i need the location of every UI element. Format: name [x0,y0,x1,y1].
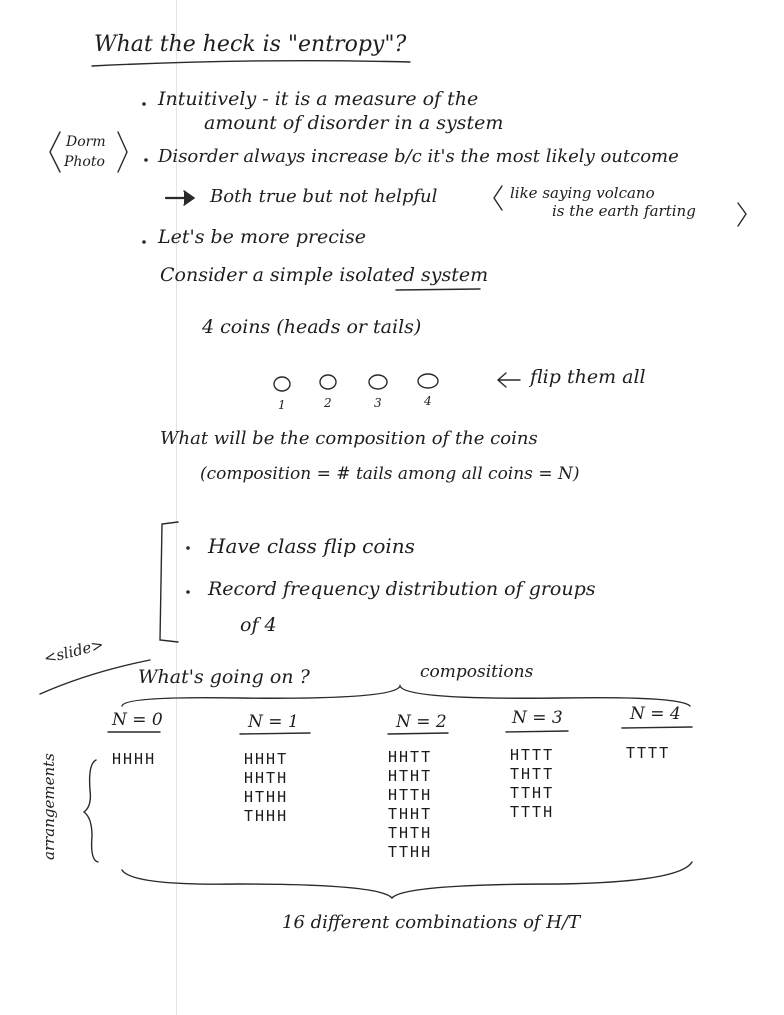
arrangement-row: HTHT [388,767,433,785]
composition-question: What will be the composition of the coins [160,428,538,449]
arrangements-label: arrangements [40,753,58,860]
combinations-footer: 16 different combinations of H/T [282,912,581,933]
bullet-intuitively: Intuitively - it is a measure of the [158,88,479,110]
compositions-label: compositions [420,662,534,682]
composition-definition: (composition = # tails among all coins = N) [200,464,580,484]
arrangement-row: HHTH [244,769,289,787]
slide-curve [40,660,150,694]
margin-bracket-right [118,132,127,172]
col-header-n4: N = 4 [630,704,681,724]
arrow-note: Both true but not helpful [210,186,438,207]
activity-record-cont: of 4 [240,614,277,636]
column-n0 [112,750,156,769]
left-arrow-icon [498,373,520,387]
arrangement-row: HHHT [244,750,289,768]
combinations-brace [122,862,692,898]
arrangement-row: THTH [388,824,433,842]
title-underline [92,61,410,66]
coin-3-icon [369,375,387,389]
margin-note-dorm: Dorm [66,134,106,150]
arrangement-row: HTTH [388,786,433,804]
slide-label: <slide> [42,635,106,668]
isolated-underline [396,289,480,290]
column-n1 [244,750,288,826]
aside-volcano: like saying volcano [510,184,655,202]
coin-number-3: 3 [374,396,382,410]
arrangement-row: TTTT [626,744,671,762]
margin-bracket-left [50,132,60,172]
col-header-n0: N = 0 [112,710,163,730]
bullet-disorder: Disorder always increase b/c it's the most likely outcome [158,146,679,167]
coin-number-1: 1 [278,398,286,412]
arrangement-row: THHH [244,807,289,825]
arrangement-row: TTHH [388,843,433,861]
col-header-n2: N = 2 [396,712,447,732]
whats-going-on: What's going on ? [138,666,310,688]
column-n4 [626,744,670,763]
bullet-intuitively-cont: amount of disorder in a system [204,112,504,134]
arrangement-row: HTTT [510,746,555,764]
coin-number-2: 2 [324,396,332,410]
activity-bracket [160,522,178,642]
col-header-n3: N = 3 [512,708,563,728]
arrangements-bracket [84,760,98,862]
arrangement-row: HHHH [112,750,157,768]
arrangement-row: HHTT [388,748,433,766]
coin-number-4: 4 [424,394,432,408]
flip-note: flip them all [530,366,646,388]
compositions-brace [122,686,690,706]
coin-4-icon [418,374,438,388]
col-header-n1: N = 1 [248,712,299,732]
arrangement-row: THHT [388,805,433,823]
activity-record: Record frequency distribution of groups [208,578,596,600]
activity-flip-coins: Have class flip coins [208,534,415,558]
coins-heading: 4 coins (heads or tails) [202,316,422,338]
arrangement-row: THTT [510,765,555,783]
arrangement-row: HTHH [244,788,289,806]
bullet-precise: Let's be more precise [158,226,366,248]
arrangement-row: TTHT [510,784,555,802]
page-title: What the heck is "entropy"? [94,32,407,57]
aside-earth: is the earth farting [552,202,696,220]
consider-line: Consider a simple isolated system [160,264,489,286]
column-n2 [388,748,432,862]
column-n3 [510,746,554,822]
margin-note-photo: Photo [64,154,105,170]
arrangement-row: TTTH [510,803,555,821]
coin-1-icon [274,377,290,391]
coin-2-icon [320,375,336,389]
